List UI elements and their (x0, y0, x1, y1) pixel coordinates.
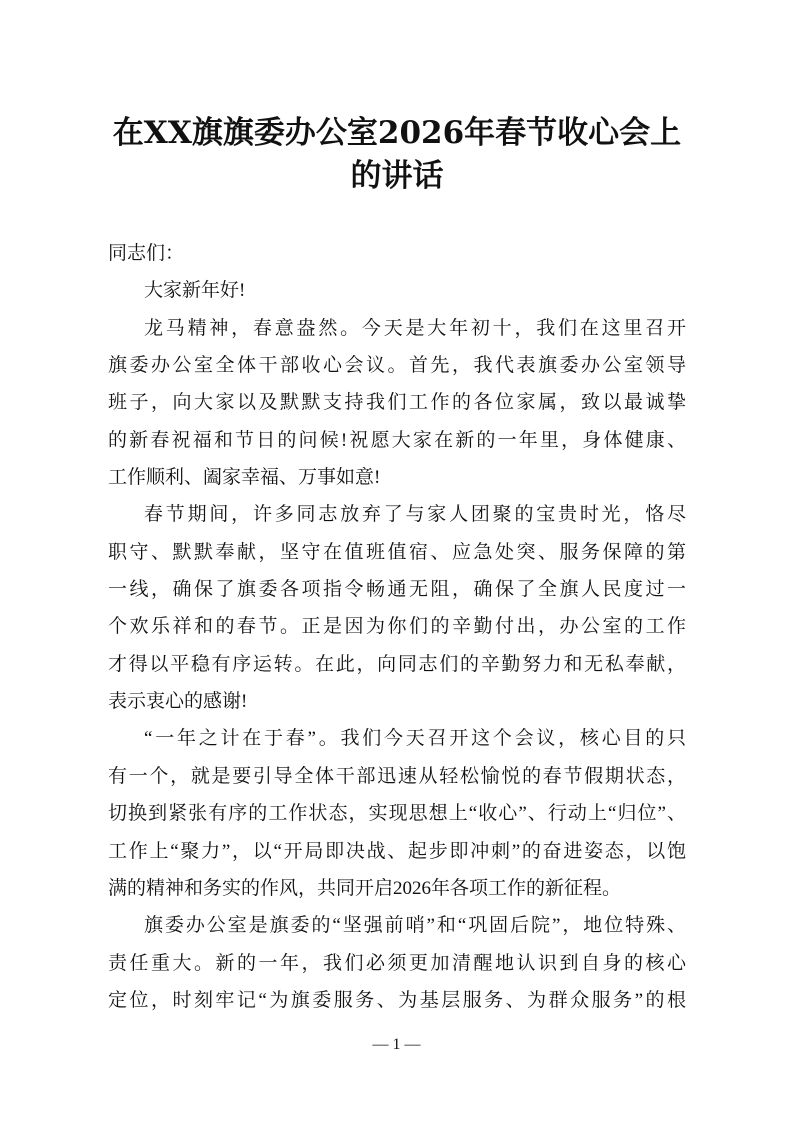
text-line: 有一个，就是要引导全体干部迅速从轻松愉悦的春节假期状态， (108, 765, 686, 787)
text-line: 班子，向大家以及默默支持我们工作的各位家属，致以最诚挚 (108, 392, 686, 414)
document-body (108, 235, 686, 1019)
text-line: 个欢乐祥和的春节。正是因为你们的辛勤付出，办公室的工作 (108, 616, 686, 638)
text-line: 切换到紧张有序的工作状态，实现思想上“收心”、行动上“归位”、 (108, 803, 686, 825)
text-line: 职守、默默奉献，坚守在值班值宿、应急处突、服务保障的第 (108, 541, 686, 563)
text-line: 龙马精神，春意盎然。今天是大年初十，我们在这里召开 (144, 317, 686, 339)
title-line-1: 在XX旗旗委办公室2026年春节收心会上 (112, 115, 682, 151)
document-title (100, 112, 694, 198)
text-line: 一线，确保了旗委各项指令畅通无阻，确保了全旗人民度过一 (108, 579, 686, 601)
paragraph (108, 720, 686, 907)
text-line: 工作上“聚力”，以“开局即决战、起步即冲刺”的奋进姿态，以饱 (108, 840, 686, 862)
text-line: 才得以平稳有序运转。在此，向同志们的辛勤努力和无私奉献， (108, 653, 686, 675)
paragraph (108, 310, 686, 497)
text-line: 旗委办公室全体干部收心会议。首先，我代表旗委办公室领导 (108, 355, 686, 377)
text-line: 满的精神和务实的作风，共同开启2026年各项工作的新征程。 (108, 877, 622, 899)
text-line: 工作顺利、阖家幸福、万事如意! (108, 467, 381, 489)
page-number: — 1 — (372, 1036, 421, 1053)
text-line: 的新春祝福和节日的问候!祝愿大家在新的一年里，身体健康、 (108, 429, 686, 451)
text-line: 大家新年好! (144, 280, 246, 302)
paragraph (108, 907, 686, 1019)
text-line: 旗委办公室是旗委的“坚强前哨”和“巩固后院”，地位特殊、 (144, 915, 686, 937)
paragraph (108, 496, 686, 720)
text-line: 春节期间，许多同志放弃了与家人团聚的宝贵时光，恪尽 (144, 504, 686, 526)
paragraph (108, 272, 686, 309)
title-line-2: 的讲话 (350, 158, 444, 194)
text-line: 表示衷心的感谢! (108, 691, 248, 713)
text-line: “一年之计在于春”。我们今天召开这个会议，核心目的只 (144, 728, 686, 750)
salutation: 同志们： (108, 243, 185, 264)
text-line: 定位，时刻牢记“为旗委服务、为基层服务、为群众服务”的根 (108, 989, 686, 1011)
text-line: 责任重大。新的一年，我们必须更加清醒地认识到自身的核心 (108, 952, 686, 974)
